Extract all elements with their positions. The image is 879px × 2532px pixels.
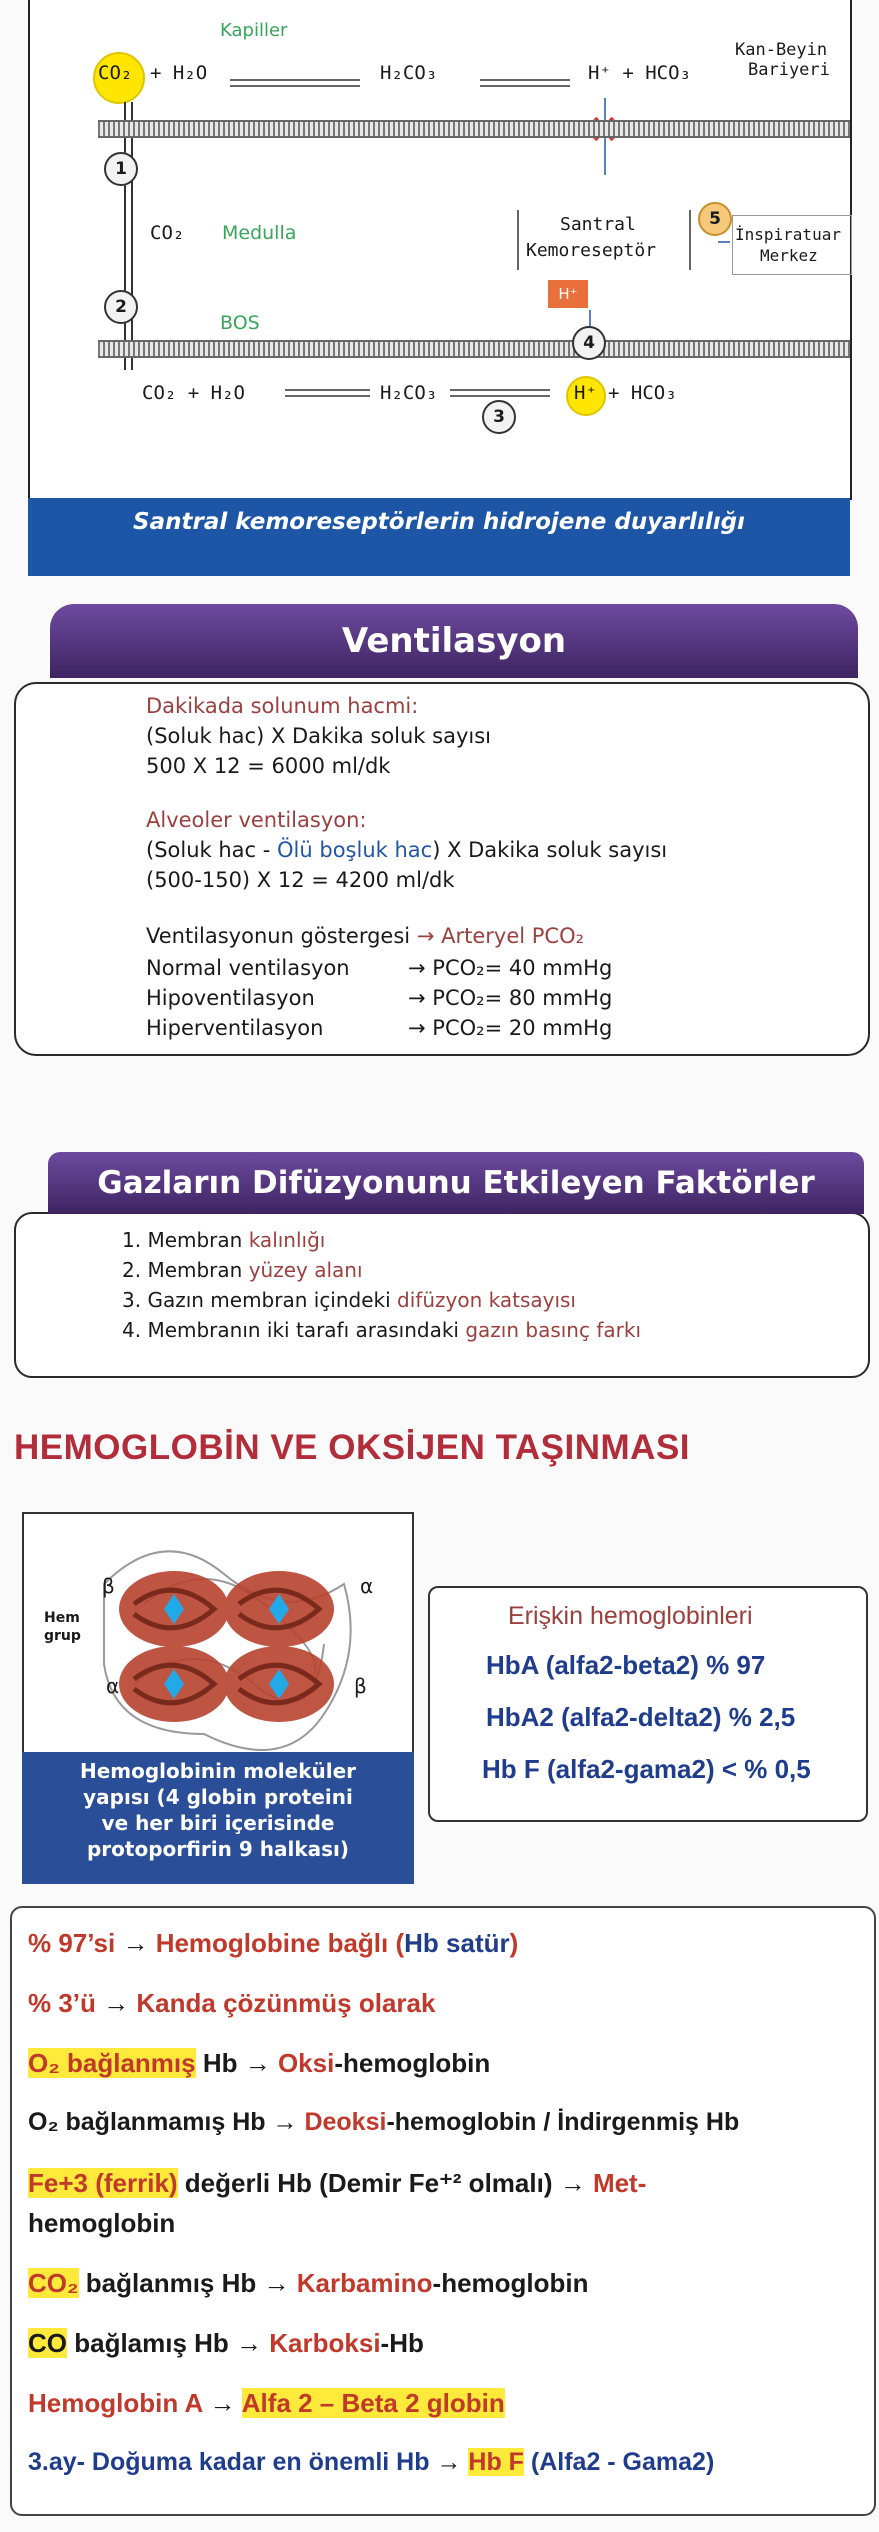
hipo-pco2: PCO₂= 80 mmHg — [432, 986, 613, 1010]
bariyeri-label: Bariyeri — [748, 60, 830, 80]
item-3-b: difüzyon katsayısı — [397, 1288, 576, 1312]
alveoler-formula — [146, 838, 667, 862]
molecule-box — [22, 1512, 414, 1756]
beta-right-label: β — [354, 1674, 367, 1698]
ventilasyon-title: Ventilasyon — [50, 604, 858, 678]
l1d: ) — [509, 1928, 519, 1958]
l1c: Hb satür — [404, 1928, 510, 1958]
molcap-line-4: protoporfirin 9 halkası) — [86, 1837, 350, 1861]
gosterge-row — [146, 924, 584, 948]
kemoreseptor-label: Kemoreseptör — [526, 240, 657, 261]
arrow-icon: → — [236, 2328, 263, 2358]
difuzyon-title: Gazların Difüzyonunu Etkileyen Faktörler — [48, 1152, 864, 1214]
hipo-value — [408, 986, 612, 1010]
arrow-icon: → — [416, 924, 435, 948]
l6c: Karbamino — [296, 2268, 433, 2298]
alpha-left-label: α — [106, 1674, 120, 1698]
hiper-value — [408, 1016, 612, 1040]
l3b: Hb — [195, 2048, 245, 2078]
hiper-pco2: PCO₂= 20 mmHg — [432, 1016, 613, 1040]
arrow-icon: → — [408, 986, 426, 1010]
l5b: değerli Hb (Demir Fe⁺² olmalı) — [177, 2168, 560, 2198]
chemoreceptor-diagram — [28, 0, 852, 500]
l4c: -hemoglobin / İndirgenmiş Hb — [386, 2108, 740, 2136]
l7c: Karboksi — [269, 2328, 381, 2358]
beta-top-label: β — [102, 1574, 115, 1598]
co2-top: CO₂ — [98, 62, 133, 84]
l3d: -hemoglobin — [334, 2048, 491, 2078]
grup-label: grup — [44, 1628, 81, 1644]
difuzyon-item-3 — [122, 1288, 576, 1312]
l3a: O₂ bağlanmış — [28, 2048, 196, 2078]
difuzyon-item-4 — [122, 1318, 641, 1342]
list-item-8 — [28, 2388, 505, 2419]
normal-pco2: PCO₂= 40 mmHg — [432, 956, 613, 980]
l7d: -Hb — [380, 2328, 424, 2358]
blood-brain-barrier-membrane — [98, 120, 850, 138]
adult-row-hba2: HbA2 (alfa2-delta2) % 2,5 — [486, 1702, 796, 1732]
arrow-icon: → — [272, 2108, 298, 2136]
hemoglobin-molecule-image — [24, 1514, 412, 1754]
list-item-6 — [28, 2268, 589, 2299]
dakika-formula: (Soluk hac) X Dakika soluk sayısı — [146, 724, 491, 748]
item-3-a: 3. Gazın membran içindeki — [122, 1288, 398, 1312]
adult-title: Erişkin hemoglobinleri — [508, 1602, 753, 1630]
h-bottom: H⁺ — [574, 382, 597, 404]
l1b: Hemoglobine bağlı ( — [155, 1928, 405, 1958]
alveoler-calc: (500-150) X 12 = 4200 ml/dk — [146, 868, 455, 892]
item-1-b: kalınlığı — [248, 1228, 326, 1252]
diagram-arrows — [30, 0, 850, 500]
alveoler-formula-a: (Soluk hac - — [146, 838, 278, 862]
l5a: Fe+3 (ferrik) — [28, 2168, 178, 2198]
l3c: Oksi — [277, 2048, 335, 2078]
kapiller-label: Kapiller — [220, 20, 288, 41]
list-item-3 — [28, 2048, 490, 2079]
inspiratuar-label: İnspiratuar — [735, 225, 841, 244]
l8a: Hemoglobin A — [28, 2388, 210, 2418]
list-item-5-cont: hemoglobin — [28, 2208, 176, 2238]
item-4-a: 4. Membranın iki tarafı arasındaki — [122, 1318, 466, 1342]
alveoler-formula-c: ) X Dakika soluk sayısı — [432, 838, 668, 862]
list-item-2 — [28, 1988, 435, 2019]
l5c: Met- — [592, 2168, 647, 2198]
l7a: CO — [28, 2328, 67, 2358]
alpha-top-label: α — [360, 1574, 374, 1598]
step-2-badge: 2 — [104, 290, 138, 324]
gosterge-value: Arteryel PCO₂ — [441, 924, 585, 948]
olu-bosluk: Ölü boşluk hac — [277, 838, 433, 862]
l4a: O₂ bağlanmamış Hb — [28, 2108, 273, 2136]
adult-hemoglobin-box — [428, 1586, 868, 1822]
l1a: % 97’si — [28, 1928, 116, 1958]
kan-beyin-label: Kan-Beyin — [735, 40, 828, 60]
difuzyon-item-2 — [122, 1258, 363, 1282]
l6d: -hemoglobin — [432, 2268, 589, 2298]
list-item-9 — [28, 2448, 714, 2477]
normal-label: Normal ventilasyon — [146, 956, 350, 980]
l9b: Hb F — [468, 2448, 524, 2476]
list-item-4 — [28, 2108, 739, 2137]
hemoglobin-title: HEMOGLOBİN VE OKSİJEN TAŞINMASI — [14, 1428, 691, 1467]
arrow-icon: → — [209, 2388, 236, 2418]
item-1-a: 1. Membran — [122, 1228, 249, 1252]
arrow-icon: → — [559, 2168, 586, 2198]
l2b: Kanda çözünmüş olarak — [136, 1988, 436, 2018]
hiper-label: Hiperventilasyon — [146, 1016, 324, 1040]
l6b: bağlanmış Hb — [78, 2268, 264, 2298]
step-4-badge: 4 — [572, 326, 606, 360]
difuzyon-item-1 — [122, 1228, 325, 1252]
molecule-caption — [22, 1752, 414, 1884]
step-5-badge: 5 — [698, 202, 732, 236]
hco3-bottom: + HCO₃ — [608, 382, 677, 404]
normal-value — [408, 956, 612, 980]
santral-label: Santral — [560, 214, 636, 235]
arrow-icon: → — [122, 1928, 149, 1958]
hemoglobin-list-box — [10, 1906, 876, 2516]
diagram-caption: Santral kemoreseptörlerin hidrojene duyarlılığı — [28, 498, 850, 576]
gosterge-label: Ventilasyonun göstergesi — [146, 924, 411, 948]
arrow-icon: → — [244, 2048, 271, 2078]
co2-h2o-bottom: CO₂ + H₂O — [142, 382, 245, 404]
alveoler-label: Alveoler ventilasyon: — [146, 808, 367, 832]
l2a: % 3’ü — [28, 1988, 96, 2018]
arrow-icon: → — [263, 2268, 290, 2298]
merkez-label: Merkez — [760, 246, 818, 265]
l8b: Alfa 2 – Beta 2 globin — [241, 2388, 505, 2418]
arrow-icon: → — [103, 1988, 130, 2018]
item-2-a: 2. Membran — [122, 1258, 249, 1282]
l7b: bağlamış Hb — [67, 2328, 237, 2358]
list-item-7 — [28, 2328, 424, 2359]
adult-row-hbf: Hb F (alfa2-gama2) < % 0,5 — [482, 1754, 811, 1784]
h2co3-top: H₂CO₃ — [380, 62, 438, 84]
receptor-block: H⁺ — [548, 280, 588, 308]
dakika-label: Dakikada solunum hacmi: — [146, 694, 419, 718]
molcap-line-3: ve her biri içerisinde — [101, 1811, 335, 1835]
item-2-b: yüzey alanı — [248, 1258, 363, 1282]
molcap-line-2: yapısı (4 globin proteini — [83, 1785, 353, 1809]
step-1-badge: 1 — [104, 152, 138, 186]
bos-label: BOS — [220, 312, 260, 334]
h-hco3-top: H⁺ + HCO₃ — [588, 62, 691, 84]
medulla-label: Medulla — [222, 222, 297, 244]
l9c: (Alfa2 - Gama2) — [523, 2448, 715, 2476]
bos-membrane — [98, 340, 850, 358]
co2-medulla: CO₂ — [150, 222, 185, 244]
l4b: Deoksi — [304, 2108, 387, 2136]
list-item-5 — [28, 2168, 646, 2199]
molcap-line-1: Hemoglobinin moleküler — [79, 1759, 357, 1783]
hipo-label: Hipoventilasyon — [146, 986, 315, 1010]
arrow-icon: → — [408, 956, 426, 980]
adult-row-hba: HbA (alfa2-beta2) % 97 — [486, 1650, 766, 1680]
l6a: CO₂ — [28, 2268, 79, 2298]
step-3-badge: 3 — [482, 400, 516, 434]
item-4-b: gazın basınç farkı — [465, 1318, 641, 1342]
h2co3-bottom: H₂CO₃ — [380, 382, 438, 404]
inspiratory-center-box — [732, 215, 852, 275]
l9a: 3.ay- Doğuma kadar en önemli Hb — [28, 2448, 437, 2476]
arrow-icon: → — [408, 1016, 426, 1040]
h2o-top: + H₂O — [150, 62, 208, 84]
hem-label: Hem — [44, 1610, 80, 1626]
list-item-1 — [28, 1928, 518, 1959]
dakika-calc: 500 X 12 = 6000 ml/dk — [146, 754, 391, 778]
arrow-icon: → — [436, 2448, 462, 2476]
